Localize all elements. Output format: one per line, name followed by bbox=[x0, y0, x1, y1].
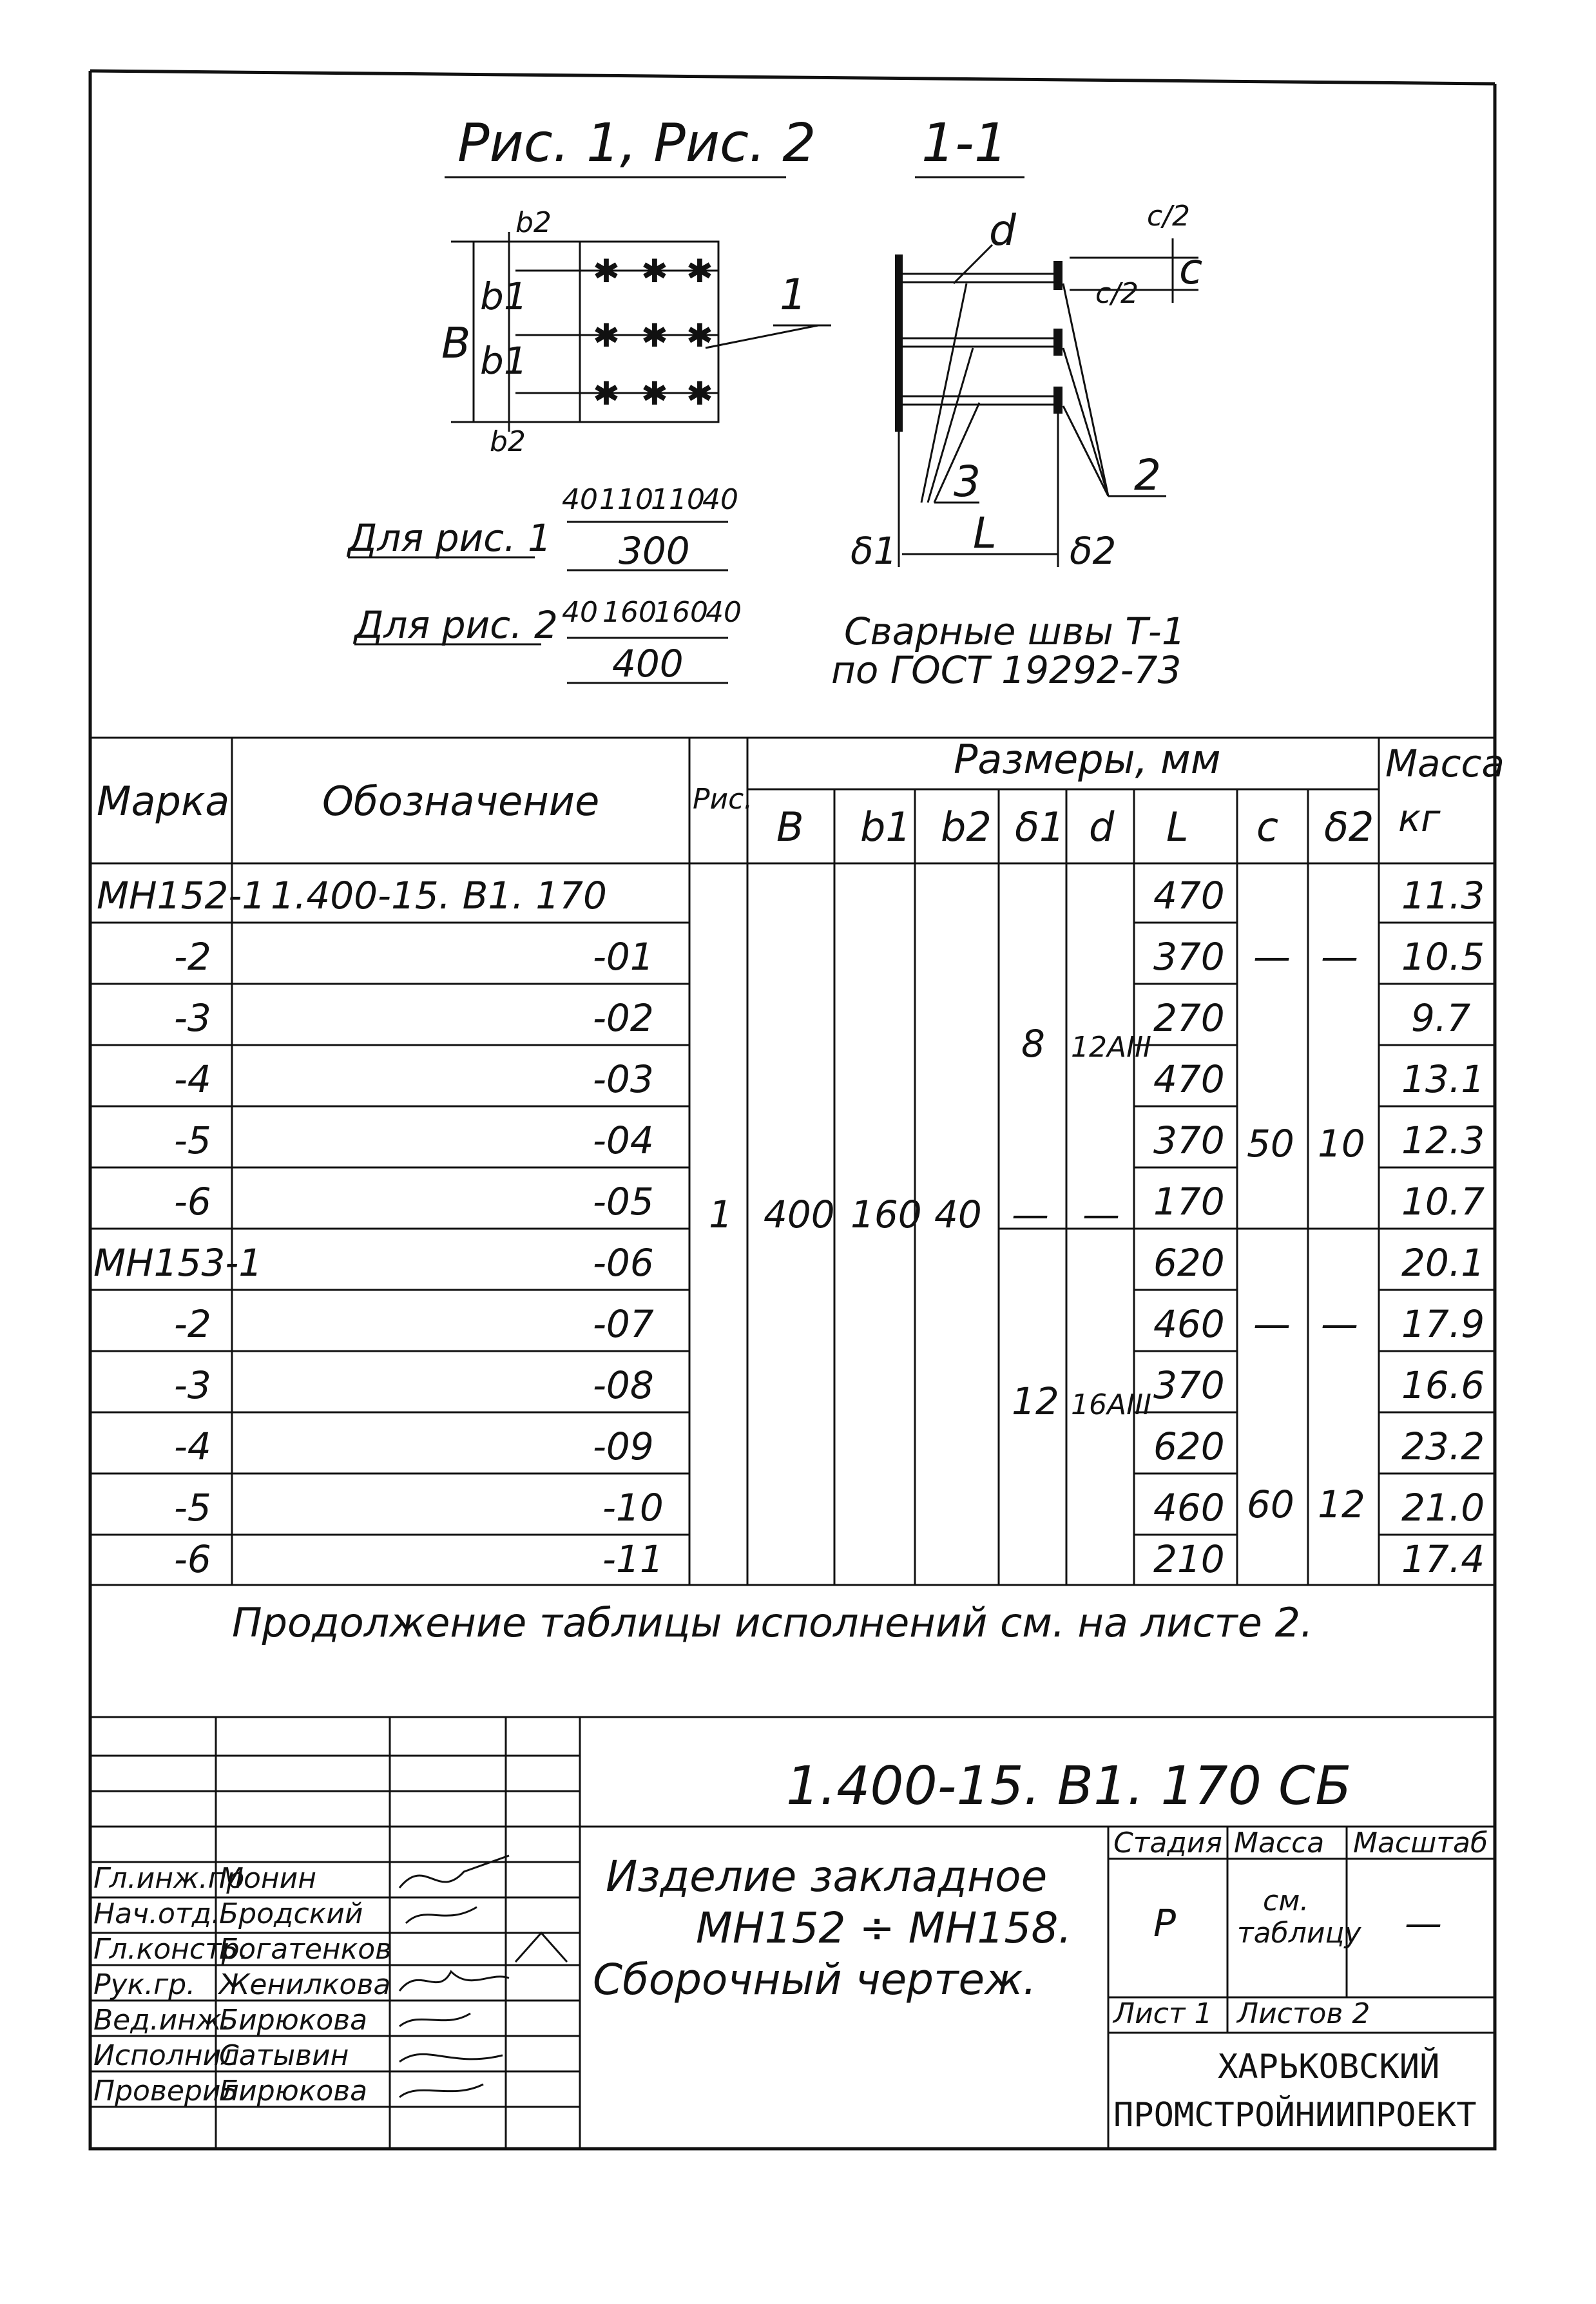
row-L: 470 bbox=[1153, 1057, 1225, 1101]
fig1-total: 300 bbox=[619, 529, 690, 573]
continuation-note: Продолжение таблицы исполнений см. на листе 2. bbox=[232, 1599, 1313, 1646]
merged-c-a: 50 bbox=[1247, 1122, 1294, 1166]
scale-value: — bbox=[1405, 1901, 1442, 1945]
variants-table bbox=[90, 736, 1505, 1646]
sheet-count: Листов 2 bbox=[1237, 1997, 1370, 2030]
label-d: d bbox=[989, 206, 1016, 255]
role: Проверил bbox=[93, 2075, 239, 2107]
row-mass: 11.3 bbox=[1401, 874, 1485, 917]
fig2-dim-4: 40 bbox=[706, 596, 742, 629]
fig1-dim-1: 40 bbox=[562, 483, 598, 516]
person-name: Бродский bbox=[219, 1897, 363, 1930]
fig2-dim-1: 40 bbox=[562, 596, 598, 629]
stage-value: Р bbox=[1153, 1901, 1176, 1945]
row-designation: 1.400-15. В1. 170 bbox=[271, 874, 607, 917]
header-mass: Масса bbox=[1385, 742, 1505, 785]
merged-delta2-a: 10 bbox=[1318, 1122, 1365, 1166]
label-delta2: δ2 bbox=[1070, 529, 1117, 573]
row-mark: -5 bbox=[174, 1486, 211, 1530]
dim-b2-bottom: b2 bbox=[490, 425, 526, 458]
dim-b1: b1 bbox=[480, 274, 528, 318]
doc-code: 1.400-15. В1. 170 СБ bbox=[786, 1756, 1352, 1817]
header-fig: Рис. bbox=[693, 783, 753, 816]
row-mass: 10.5 bbox=[1401, 935, 1485, 979]
title-block bbox=[90, 1717, 1495, 2149]
row-L: 170 bbox=[1153, 1180, 1225, 1224]
svg-text:✱: ✱ bbox=[641, 253, 668, 290]
row-mark: МН152-1 bbox=[97, 874, 266, 917]
product-name-3: Сборочный чертеж. bbox=[593, 1955, 1037, 2004]
header-mass-unit: кг bbox=[1398, 796, 1441, 840]
role: Вед.инж. bbox=[93, 2004, 231, 2037]
label-c2-bottom: c/2 bbox=[1095, 277, 1139, 310]
dims-fig2 bbox=[352, 596, 742, 686]
for-fig1-label: Для рис. 1 bbox=[348, 516, 552, 560]
row-mark: -6 bbox=[174, 1537, 211, 1581]
row-mark: МН153-1 bbox=[93, 1241, 263, 1285]
row-designation: -05 bbox=[593, 1180, 654, 1224]
sub-b2: b2 bbox=[941, 803, 992, 850]
row-mass: 12.3 bbox=[1401, 1118, 1485, 1162]
row-mass: 16.6 bbox=[1401, 1363, 1485, 1407]
merged-d-a: 12АIII bbox=[1071, 1031, 1152, 1064]
row-designation: -09 bbox=[593, 1425, 654, 1468]
merged-b1: 160 bbox=[851, 1193, 922, 1236]
row-designation: -07 bbox=[593, 1302, 654, 1346]
fig1-dim-2: 110 bbox=[599, 483, 653, 516]
svg-text:✱: ✱ bbox=[593, 375, 620, 412]
org-name-2: ПРОМСТРОЙНИИПРОЕКТ bbox=[1113, 2096, 1477, 2135]
person-name: Монин bbox=[219, 1862, 317, 1895]
weld-note-2: по ГОСТ 19292-73 bbox=[831, 648, 1182, 692]
mass-header: Масса bbox=[1234, 1827, 1325, 1859]
row-designation: -11 bbox=[602, 1537, 664, 1581]
table-row bbox=[97, 874, 1485, 917]
fig2-dim-2: 160 bbox=[602, 596, 657, 629]
merged-delta1-b: 12 bbox=[1012, 1379, 1059, 1423]
row-L: 460 bbox=[1153, 1486, 1225, 1530]
row-L: 270 bbox=[1153, 996, 1225, 1040]
role: Исполнил bbox=[93, 2039, 240, 2072]
product-name-2: МН152 ÷ МН158. bbox=[696, 1903, 1072, 1953]
row-mark: -3 bbox=[174, 996, 211, 1040]
row-L: 620 bbox=[1153, 1425, 1225, 1468]
dash-delta2-1: — bbox=[1321, 935, 1358, 979]
mass-value-1: см. bbox=[1263, 1885, 1309, 1917]
sub-B: B bbox=[776, 803, 804, 850]
row-L: 470 bbox=[1153, 874, 1225, 917]
svg-text:✱: ✱ bbox=[686, 253, 713, 290]
header-designation: Обозначение bbox=[322, 778, 600, 825]
label-c2-top: c/2 bbox=[1147, 200, 1191, 233]
row-L: 370 bbox=[1153, 935, 1225, 979]
org-name-1: ХАРЬКОВСКИЙ bbox=[1218, 2048, 1440, 2086]
figure-title: Рис. 1, Рис. 2 bbox=[457, 113, 816, 174]
section-title: 1-1 bbox=[921, 113, 1008, 174]
dim-b1-second: b1 bbox=[480, 339, 528, 383]
row-designation: -06 bbox=[593, 1241, 654, 1285]
row-mark: -2 bbox=[174, 935, 211, 979]
row-designation: -08 bbox=[593, 1363, 654, 1407]
fig1-dim-4: 40 bbox=[702, 483, 738, 516]
row-designation: -02 bbox=[593, 996, 654, 1040]
role: Рук.гр. bbox=[93, 1968, 196, 2001]
callout-3: 3 bbox=[954, 457, 981, 506]
sub-delta1: δ1 bbox=[1015, 803, 1065, 850]
person-name: Бирюкова bbox=[219, 2075, 368, 2107]
sub-b1: b1 bbox=[860, 803, 911, 850]
person-name: Бирюкова bbox=[219, 2004, 368, 2037]
role: Гл.констр. bbox=[93, 1933, 249, 1966]
merged-b2: 40 bbox=[934, 1193, 982, 1236]
person-name: Сатывин bbox=[219, 2039, 349, 2072]
sub-d: d bbox=[1089, 803, 1115, 850]
merged-delta2-b: 12 bbox=[1318, 1483, 1365, 1526]
row-designation: -04 bbox=[593, 1118, 654, 1162]
row-L: 620 bbox=[1153, 1241, 1225, 1285]
merged-c-b: 60 bbox=[1247, 1483, 1294, 1526]
row-mark: -2 bbox=[174, 1302, 211, 1346]
merged-d-b: 16АIII bbox=[1071, 1388, 1152, 1421]
role: Гл.инж.пр bbox=[93, 1862, 245, 1895]
row-L: 370 bbox=[1153, 1363, 1225, 1407]
row-mass: 17.4 bbox=[1401, 1537, 1485, 1581]
callout-2: 2 bbox=[1134, 450, 1161, 500]
merged-B: 400 bbox=[764, 1193, 835, 1236]
header-subcolumns bbox=[776, 803, 1374, 850]
table-row bbox=[174, 1057, 1485, 1101]
fig1-dim-3: 110 bbox=[651, 483, 705, 516]
row-mark: -5 bbox=[174, 1118, 211, 1162]
person-name: Богатенков bbox=[219, 1933, 392, 1966]
dash-c-2: — bbox=[1253, 1302, 1291, 1346]
row-L: 370 bbox=[1153, 1118, 1225, 1162]
sub-L: L bbox=[1166, 803, 1189, 850]
row-mark: -4 bbox=[174, 1425, 211, 1468]
row-mark: -3 bbox=[174, 1363, 211, 1407]
row-mass: 9.7 bbox=[1411, 996, 1471, 1040]
svg-text:✱: ✱ bbox=[593, 317, 620, 354]
stage-header: Стадия bbox=[1113, 1827, 1222, 1859]
header-mark: Марка bbox=[97, 778, 230, 825]
for-fig2-label: Для рис. 2 bbox=[354, 603, 558, 647]
table-row bbox=[174, 1363, 1485, 1407]
anchor-grid bbox=[515, 253, 718, 412]
product-name-1: Изделие закладное bbox=[606, 1852, 1048, 1901]
svg-text:✱: ✱ bbox=[641, 375, 668, 412]
dash-d: — bbox=[1082, 1193, 1120, 1236]
table-row bbox=[174, 1425, 1485, 1468]
section-view bbox=[899, 238, 1198, 567]
row-designation: -01 bbox=[593, 935, 654, 979]
table-row bbox=[174, 996, 1470, 1040]
row-mark: -6 bbox=[174, 1180, 211, 1224]
merged-fig: 1 bbox=[709, 1193, 733, 1236]
row-L: 460 bbox=[1153, 1302, 1225, 1346]
row-designation: -10 bbox=[602, 1486, 664, 1530]
row-mark: -4 bbox=[174, 1057, 211, 1101]
dim-b2-top: b2 bbox=[515, 206, 552, 239]
row-mass: 17.9 bbox=[1401, 1302, 1485, 1346]
label-c: c bbox=[1179, 244, 1203, 294]
label-delta1: δ1 bbox=[851, 529, 898, 573]
signatures bbox=[399, 1856, 567, 2097]
row-mass: 10.7 bbox=[1401, 1180, 1485, 1224]
figure-area bbox=[346, 113, 1202, 692]
row-L: 210 bbox=[1153, 1537, 1225, 1581]
fig2-dim-3: 160 bbox=[654, 596, 708, 629]
role: Нач.отд. bbox=[93, 1897, 220, 1930]
row-mass: 23.2 bbox=[1401, 1425, 1485, 1468]
dash-delta2-2: — bbox=[1321, 1302, 1358, 1346]
mass-value-2: таблицу bbox=[1237, 1917, 1361, 1950]
sub-delta2: δ2 bbox=[1324, 803, 1374, 850]
dims-fig1 bbox=[346, 483, 738, 573]
sheet-number: Лист 1 bbox=[1113, 1997, 1213, 2030]
svg-text:✱: ✱ bbox=[593, 253, 620, 290]
dash-delta1: — bbox=[1012, 1193, 1049, 1236]
row-designation: -03 bbox=[593, 1057, 654, 1101]
svg-text:✱: ✱ bbox=[686, 317, 713, 354]
weld-note-1: Сварные швы Т-1 bbox=[844, 610, 1186, 653]
row-mass: 21.0 bbox=[1401, 1486, 1485, 1530]
sub-c: c bbox=[1256, 803, 1279, 850]
header-dims: Размеры, мм bbox=[954, 736, 1221, 783]
dim-B: B bbox=[441, 318, 471, 368]
label-L: L bbox=[973, 508, 997, 558]
row-mass: 13.1 bbox=[1401, 1057, 1485, 1101]
fig2-total: 400 bbox=[612, 642, 684, 686]
row-mass: 20.1 bbox=[1401, 1241, 1485, 1285]
callout-1: 1 bbox=[780, 270, 807, 320]
merged-delta1-a: 8 bbox=[1021, 1022, 1045, 1066]
merged-values bbox=[709, 935, 1365, 1526]
dash-c-1: — bbox=[1253, 935, 1291, 979]
scale-header: Масштаб bbox=[1353, 1827, 1488, 1859]
svg-text:✱: ✱ bbox=[686, 375, 713, 412]
table-row bbox=[93, 1241, 1485, 1285]
svg-text:✱: ✱ bbox=[641, 317, 668, 354]
table-row bbox=[174, 1537, 1485, 1581]
person-name: Женилкова bbox=[219, 1968, 391, 2001]
